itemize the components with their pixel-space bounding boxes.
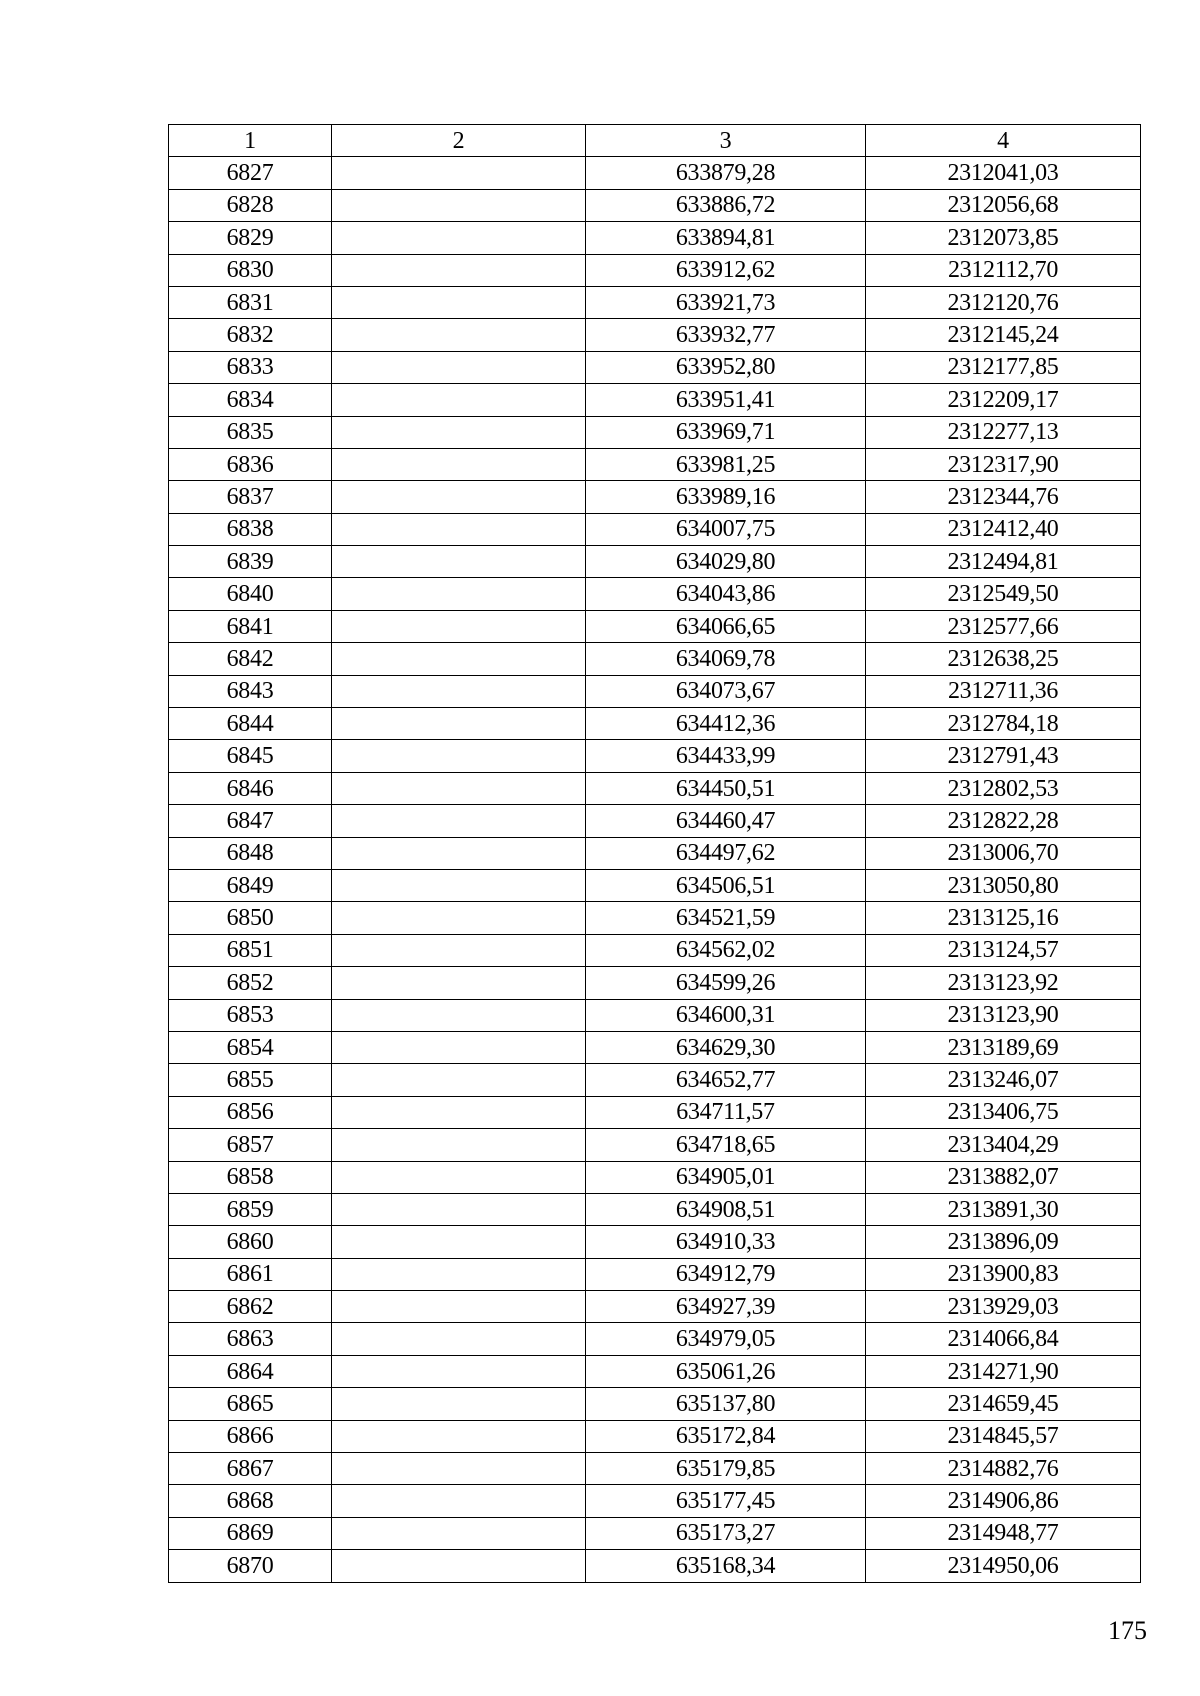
coordinate-x-cell: 634912,79 (586, 1258, 866, 1290)
coordinate-y-cell: 2314882,76 (866, 1453, 1141, 1485)
coordinate-x-cell: 634497,62 (586, 837, 866, 869)
coordinate-y-cell: 2312791,43 (866, 740, 1141, 772)
description-cell (332, 1226, 586, 1258)
coordinate-x-cell: 634029,80 (586, 546, 866, 578)
table-row (169, 578, 1141, 610)
description-cell (332, 222, 586, 254)
description-cell (332, 740, 586, 772)
point-number-cell: 6857 (169, 1129, 332, 1161)
description-cell (332, 967, 586, 999)
description-cell (332, 416, 586, 448)
coordinate-x-cell: 634979,05 (586, 1323, 866, 1355)
table-row (169, 1323, 1141, 1355)
coordinate-y-cell: 2313406,75 (866, 1096, 1141, 1128)
coordinate-y-cell: 2312317,90 (866, 448, 1141, 480)
point-number-cell: 6859 (169, 1193, 332, 1225)
description-cell (332, 675, 586, 707)
description-cell (332, 1355, 586, 1387)
description-cell (332, 1129, 586, 1161)
table-row (169, 1291, 1141, 1323)
coordinate-y-cell: 2312277,13 (866, 416, 1141, 448)
coordinate-y-cell: 2312549,50 (866, 578, 1141, 610)
table-row (169, 902, 1141, 934)
coordinate-x-cell: 634069,78 (586, 643, 866, 675)
point-number-cell: 6832 (169, 319, 332, 351)
description-cell (332, 578, 586, 610)
table-row (169, 286, 1141, 318)
description-cell (332, 837, 586, 869)
table-row (169, 1550, 1141, 1582)
coordinate-x-cell: 634460,47 (586, 805, 866, 837)
coordinate-y-cell: 2314845,57 (866, 1420, 1141, 1452)
coordinate-y-cell: 2312112,70 (866, 254, 1141, 286)
table-row (169, 448, 1141, 480)
coordinate-x-cell: 634073,67 (586, 675, 866, 707)
coordinate-x-cell: 633969,71 (586, 416, 866, 448)
point-number-cell: 6853 (169, 999, 332, 1031)
coordinate-x-cell: 634521,59 (586, 902, 866, 934)
coordinate-x-cell: 634450,51 (586, 772, 866, 804)
coordinate-y-cell: 2314066,84 (866, 1323, 1141, 1355)
description-cell (332, 1064, 586, 1096)
table-row (169, 1226, 1141, 1258)
table-row (169, 157, 1141, 189)
coordinate-y-cell: 2314659,45 (866, 1388, 1141, 1420)
coordinate-x-cell: 633912,62 (586, 254, 866, 286)
point-number-cell: 6829 (169, 222, 332, 254)
table-row (169, 416, 1141, 448)
coordinate-y-cell: 2313896,09 (866, 1226, 1141, 1258)
coordinate-x-cell: 634927,39 (586, 1291, 866, 1323)
point-number-cell: 6839 (169, 546, 332, 578)
table-row (169, 222, 1141, 254)
coordinate-y-cell: 2313882,07 (866, 1161, 1141, 1193)
description-cell (332, 481, 586, 513)
point-number-cell: 6842 (169, 643, 332, 675)
description-cell (332, 869, 586, 901)
coordinate-y-cell: 2313900,83 (866, 1258, 1141, 1290)
table-row (169, 546, 1141, 578)
point-number-cell: 6864 (169, 1355, 332, 1387)
coordinate-y-cell: 2312577,66 (866, 610, 1141, 642)
point-number-cell: 6868 (169, 1485, 332, 1517)
coordinate-x-cell: 634506,51 (586, 869, 866, 901)
coordinate-y-cell: 2313404,29 (866, 1129, 1141, 1161)
coordinate-y-cell: 2312344,76 (866, 481, 1141, 513)
point-number-cell: 6866 (169, 1420, 332, 1452)
coordinate-y-cell: 2314906,86 (866, 1485, 1141, 1517)
table-row (169, 837, 1141, 869)
point-number-cell: 6863 (169, 1323, 332, 1355)
point-number-cell: 6852 (169, 967, 332, 999)
description-cell (332, 1323, 586, 1355)
coordinate-x-cell: 633894,81 (586, 222, 866, 254)
coordinate-y-cell: 2314948,77 (866, 1517, 1141, 1549)
coordinate-x-cell: 634562,02 (586, 934, 866, 966)
description-cell (332, 286, 586, 318)
description-cell (332, 1193, 586, 1225)
coordinate-y-cell: 2313189,69 (866, 1031, 1141, 1063)
table-row (169, 1096, 1141, 1128)
table-row (169, 1485, 1141, 1517)
point-number-cell: 6833 (169, 351, 332, 383)
coordinate-x-cell: 634007,75 (586, 513, 866, 545)
table-row (169, 1129, 1141, 1161)
coordinate-y-cell: 2313891,30 (866, 1193, 1141, 1225)
coordinate-y-cell: 2312638,25 (866, 643, 1141, 675)
table-row (169, 967, 1141, 999)
description-cell (332, 1258, 586, 1290)
coordinate-x-cell: 633951,41 (586, 384, 866, 416)
point-number-cell: 6849 (169, 869, 332, 901)
table-row (169, 254, 1141, 286)
table-row (169, 708, 1141, 740)
column-header-4: 4 (866, 125, 1141, 157)
table-row (169, 1453, 1141, 1485)
point-number-cell: 6841 (169, 610, 332, 642)
coordinate-y-cell: 2312177,85 (866, 351, 1141, 383)
coordinate-y-cell: 2312802,53 (866, 772, 1141, 804)
table-row (169, 1193, 1141, 1225)
column-header-1: 1 (169, 125, 332, 157)
point-number-cell: 6846 (169, 772, 332, 804)
coordinate-y-cell: 2313050,80 (866, 869, 1141, 901)
point-number-cell: 6837 (169, 481, 332, 513)
description-cell (332, 351, 586, 383)
description-cell (332, 1388, 586, 1420)
table-row (169, 610, 1141, 642)
coordinate-x-cell: 634433,99 (586, 740, 866, 772)
table-row (169, 513, 1141, 545)
coordinate-y-cell: 2312073,85 (866, 222, 1141, 254)
coordinate-x-cell: 635137,80 (586, 1388, 866, 1420)
description-cell (332, 546, 586, 578)
coordinate-y-cell: 2312056,68 (866, 189, 1141, 221)
coordinate-x-cell: 633952,80 (586, 351, 866, 383)
description-cell (332, 254, 586, 286)
point-number-cell: 6840 (169, 578, 332, 610)
point-number-cell: 6856 (169, 1096, 332, 1128)
description-cell (332, 1550, 586, 1582)
description-cell (332, 805, 586, 837)
coordinate-x-cell: 635173,27 (586, 1517, 866, 1549)
point-number-cell: 6869 (169, 1517, 332, 1549)
page-number: 175 (1108, 1616, 1147, 1645)
point-number-cell: 6854 (169, 1031, 332, 1063)
table-row (169, 1420, 1141, 1452)
table-row (169, 1258, 1141, 1290)
table-header-row (169, 125, 1141, 157)
table-row (169, 319, 1141, 351)
coordinate-y-cell: 2313125,16 (866, 902, 1141, 934)
coordinate-y-cell: 2312784,18 (866, 708, 1141, 740)
point-number-cell: 6847 (169, 805, 332, 837)
point-number-cell: 6865 (169, 1388, 332, 1420)
coordinate-x-cell: 635179,85 (586, 1453, 866, 1485)
coordinate-y-cell: 2313246,07 (866, 1064, 1141, 1096)
coordinate-y-cell: 2312822,28 (866, 805, 1141, 837)
coordinate-y-cell: 2312209,17 (866, 384, 1141, 416)
point-number-cell: 6845 (169, 740, 332, 772)
point-number-cell: 6828 (169, 189, 332, 221)
description-cell (332, 934, 586, 966)
coordinate-y-cell: 2312145,24 (866, 319, 1141, 351)
coordinate-x-cell: 633981,25 (586, 448, 866, 480)
table-row (169, 1388, 1141, 1420)
coordinate-x-cell: 634629,30 (586, 1031, 866, 1063)
description-cell (332, 610, 586, 642)
table-row (169, 189, 1141, 221)
coordinate-y-cell: 2313123,90 (866, 999, 1141, 1031)
coordinate-x-cell: 634652,77 (586, 1064, 866, 1096)
point-number-cell: 6862 (169, 1291, 332, 1323)
coordinate-x-cell: 633932,77 (586, 319, 866, 351)
description-cell (332, 1031, 586, 1063)
point-number-cell: 6867 (169, 1453, 332, 1485)
table-row (169, 351, 1141, 383)
description-cell (332, 772, 586, 804)
description-cell (332, 513, 586, 545)
table-row (169, 740, 1141, 772)
point-number-cell: 6850 (169, 902, 332, 934)
table-row (169, 1031, 1141, 1063)
description-cell (332, 1453, 586, 1485)
point-number-cell: 6848 (169, 837, 332, 869)
coordinate-x-cell: 635168,34 (586, 1550, 866, 1582)
coordinate-y-cell: 2314271,90 (866, 1355, 1141, 1387)
point-number-cell: 6858 (169, 1161, 332, 1193)
coordinate-x-cell: 634412,36 (586, 708, 866, 740)
column-header-2: 2 (332, 125, 586, 157)
coordinate-y-cell: 2314950,06 (866, 1550, 1141, 1582)
description-cell (332, 643, 586, 675)
table-row (169, 999, 1141, 1031)
coordinate-y-cell: 2313124,57 (866, 934, 1141, 966)
point-number-cell: 6831 (169, 286, 332, 318)
coordinate-y-cell: 2313929,03 (866, 1291, 1141, 1323)
description-cell (332, 1096, 586, 1128)
coordinate-x-cell: 635061,26 (586, 1355, 866, 1387)
coordinates-table (168, 124, 1141, 1583)
table-body (169, 157, 1141, 1582)
coordinate-x-cell: 634910,33 (586, 1226, 866, 1258)
table-row (169, 643, 1141, 675)
table-row (169, 675, 1141, 707)
point-number-cell: 6830 (169, 254, 332, 286)
coordinate-x-cell: 634599,26 (586, 967, 866, 999)
point-number-cell: 6855 (169, 1064, 332, 1096)
description-cell (332, 1420, 586, 1452)
table-row (169, 1517, 1141, 1549)
description-cell (332, 319, 586, 351)
table-row (169, 869, 1141, 901)
coordinate-y-cell: 2312120,76 (866, 286, 1141, 318)
point-number-cell: 6835 (169, 416, 332, 448)
coordinate-x-cell: 634711,57 (586, 1096, 866, 1128)
description-cell (332, 157, 586, 189)
coordinate-x-cell: 634043,86 (586, 578, 866, 610)
point-number-cell: 6861 (169, 1258, 332, 1290)
point-number-cell: 6838 (169, 513, 332, 545)
coordinate-x-cell: 633921,73 (586, 286, 866, 318)
description-cell (332, 189, 586, 221)
coordinate-x-cell: 633879,28 (586, 157, 866, 189)
point-number-cell: 6844 (169, 708, 332, 740)
coordinate-x-cell: 634066,65 (586, 610, 866, 642)
description-cell (332, 708, 586, 740)
table-row (169, 772, 1141, 804)
table-row (169, 1064, 1141, 1096)
point-number-cell: 6851 (169, 934, 332, 966)
description-cell (332, 902, 586, 934)
table-row (169, 384, 1141, 416)
coordinate-x-cell: 634718,65 (586, 1129, 866, 1161)
coordinate-y-cell: 2312711,36 (866, 675, 1141, 707)
description-cell (332, 999, 586, 1031)
table-row (169, 1355, 1141, 1387)
point-number-cell: 6870 (169, 1550, 332, 1582)
table-row (169, 1161, 1141, 1193)
coordinate-y-cell: 2312041,03 (866, 157, 1141, 189)
point-number-cell: 6834 (169, 384, 332, 416)
point-number-cell: 6860 (169, 1226, 332, 1258)
coordinate-x-cell: 633989,16 (586, 481, 866, 513)
description-cell (332, 1161, 586, 1193)
coordinate-y-cell: 2313006,70 (866, 837, 1141, 869)
coordinate-x-cell: 634600,31 (586, 999, 866, 1031)
description-cell (332, 1291, 586, 1323)
description-cell (332, 384, 586, 416)
coordinate-x-cell: 634905,01 (586, 1161, 866, 1193)
coordinate-x-cell: 634908,51 (586, 1193, 866, 1225)
table-row (169, 481, 1141, 513)
point-number-cell: 6827 (169, 157, 332, 189)
coordinate-x-cell: 635177,45 (586, 1485, 866, 1517)
point-number-cell: 6843 (169, 675, 332, 707)
column-header-3: 3 (586, 125, 866, 157)
table-row (169, 934, 1141, 966)
description-cell (332, 1485, 586, 1517)
table-row (169, 805, 1141, 837)
coordinate-x-cell: 635172,84 (586, 1420, 866, 1452)
coordinate-y-cell: 2313123,92 (866, 967, 1141, 999)
description-cell (332, 1517, 586, 1549)
coordinate-y-cell: 2312494,81 (866, 546, 1141, 578)
description-cell (332, 448, 586, 480)
coordinate-x-cell: 633886,72 (586, 189, 866, 221)
coordinate-y-cell: 2312412,40 (866, 513, 1141, 545)
point-number-cell: 6836 (169, 448, 332, 480)
